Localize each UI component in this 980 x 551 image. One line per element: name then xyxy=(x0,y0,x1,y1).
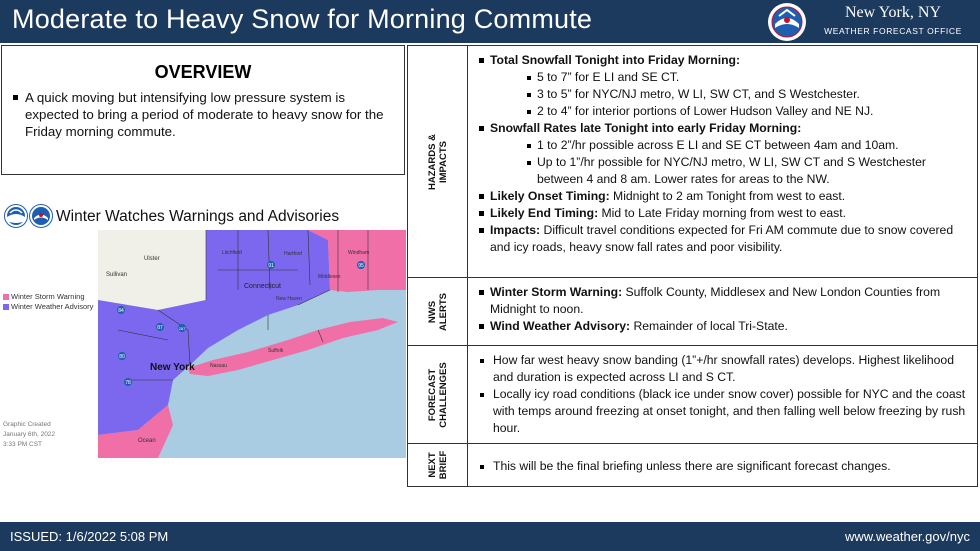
svg-text:287: 287 xyxy=(178,326,186,331)
overview-heading: OVERVIEW xyxy=(154,62,252,82)
svg-text:Suffolk: Suffolk xyxy=(268,348,284,354)
issued-time: ISSUED: 1/6/2022 5:08 PM xyxy=(10,529,169,544)
legend-swatch-warning xyxy=(3,294,9,300)
map-panel xyxy=(0,198,406,460)
svg-text:80: 80 xyxy=(119,354,125,360)
content-alerts xyxy=(468,278,978,346)
snowfall-rates-item: Snowfall Rates late Tonight into early Friday Morning: 1 to 2”/hr possible across E LI and SE CT between 4am and 10am. Up to 1”/hr possible for NYC/NJ metro, W LI, SW CT and S Westchester between 4 and 8 am. Lower rates for areas to the NW. xyxy=(476,120,969,188)
legend-item-warning: Winter Storm Warning xyxy=(3,292,93,302)
list-item: 2 to 4” for interior portions of Lower Hudson Valley and NE NJ. xyxy=(526,103,969,120)
svg-text:New York: New York xyxy=(150,362,195,373)
list-item: 5 to 7” for E LI and SE CT. xyxy=(526,69,969,86)
content-challenges xyxy=(468,346,978,444)
content-next xyxy=(468,444,978,487)
list-item: 3 to 5” for NYC/NJ metro, W LI, SW CT, and S Westchester. xyxy=(526,86,969,103)
svg-text:Hartford: Hartford xyxy=(284,251,303,257)
svg-text:87: 87 xyxy=(157,325,163,331)
website-link[interactable]: www.weather.gov/nyc xyxy=(844,529,970,544)
svg-text:Connecticut: Connecticut xyxy=(244,283,281,290)
svg-text:New Haven: New Haven xyxy=(276,296,302,302)
label-cell-alerts xyxy=(408,278,468,346)
label-cell-next xyxy=(408,444,468,487)
label-cell-hazards xyxy=(408,46,468,278)
svg-text:Ulster: Ulster xyxy=(144,256,160,262)
warnings-map xyxy=(98,230,406,458)
list-item: 1 to 2”/hr possible across E LI and SE CT between 4am and 10am. xyxy=(526,137,969,154)
label-cell-challenges xyxy=(408,346,468,444)
row-alerts xyxy=(408,278,978,346)
map-title: Winter Watches Warnings and Advisories xyxy=(56,208,340,225)
legend-swatch-advisory xyxy=(3,304,9,310)
row-challenges xyxy=(408,346,978,444)
svg-text:91: 91 xyxy=(268,263,274,269)
svg-text:Middlesex: Middlesex xyxy=(318,274,341,280)
impacts-item: Impacts: Difficult travel conditions expected for Fri AM commute due to snow covered and icy roads, heavy snow fall rates and poor visibility. xyxy=(476,222,969,256)
office-subtitle: WEATHER FORECAST OFFICE xyxy=(824,26,962,36)
svg-text:78: 78 xyxy=(125,380,131,386)
briefing-table xyxy=(407,45,978,487)
end-timing-item: Likely End Timing: Mid to Late Friday morning from west to east. xyxy=(476,205,969,222)
label-hazards: HAZARDS & IMPACTS xyxy=(426,133,449,190)
overview-box xyxy=(1,45,405,175)
list-item: Locally icy road conditions (black ice under snow cover) possible for NYC and the coast with temps around freezing at onset tonight, and then falling well below freezing by rush hour. xyxy=(476,386,969,437)
office-name: New York, NY xyxy=(844,4,941,21)
label-next-brief: NEXT BRIEF xyxy=(426,450,449,480)
nws-small-logo-icon xyxy=(29,204,53,228)
row-next-brief xyxy=(408,444,978,487)
svg-text:Ocean: Ocean xyxy=(138,438,156,444)
nws-logo-icon xyxy=(767,2,807,42)
noaa-logo-icon xyxy=(4,204,28,228)
map-land-unalerted xyxy=(98,230,206,310)
svg-text:84: 84 xyxy=(118,308,124,314)
svg-text:Windham: Windham xyxy=(348,250,370,256)
label-alerts: NWS ALERTS xyxy=(426,292,449,331)
header-bar xyxy=(0,0,980,43)
content-hazards xyxy=(468,46,978,278)
map-legend xyxy=(3,292,93,312)
onset-timing-item: Likely Onset Timing: Midnight to 2 am Tonight from west to east. xyxy=(476,188,969,205)
page-title: Moderate to Heavy Snow for Morning Commute xyxy=(12,4,593,34)
advisory-item: Wind Weather Advisory: Remainder of local Tri-State. xyxy=(476,318,969,335)
graphic-created-note: Graphic Created January 6th, 2022 3:33 PM CST xyxy=(3,421,56,448)
winter-storm-warning-item: Winter Storm Warning: Suffolk County, Middlesex and New London Counties from Midnight to noon. xyxy=(476,284,969,318)
label-challenges: FORECAST CHALLENGES xyxy=(426,361,449,428)
svg-text:Sullivan: Sullivan xyxy=(106,272,128,278)
legend-item-advisory: Winter Weather Advisory xyxy=(3,302,93,312)
svg-text:Litchfield: Litchfield xyxy=(222,250,242,256)
row-hazards xyxy=(408,46,978,278)
next-brief-text: This will be the final briefing unless there are significant forecast changes. xyxy=(476,458,969,475)
list-item: Up to 1”/hr possible for NYC/NJ metro, W LI, SW CT and S Westchester between 4 and 8 am. Lower rates for areas to the NW. xyxy=(526,154,969,188)
overview-text: A quick moving but intensifying low pressure system is expected to bring a period of moderate to heavy snow for the Friday morning commute. xyxy=(12,89,386,140)
footer-bar xyxy=(0,522,980,551)
total-snowfall-item: Total Snowfall Tonight into Friday Morning: 5 to 7” for E LI and SE CT. 3 to 5” for NYC/NJ metro, W LI, SW CT, and S Westchester. 2 to 4” for interior portions of Lower Hudson Valley and NE NJ. xyxy=(476,52,969,120)
svg-text:Nassau: Nassau xyxy=(210,363,227,369)
list-item: How far west heavy snow banding (1”+/hr snowfall rates) develops. Highest likelihood and duration is expected across LI and S CT. xyxy=(476,352,969,386)
svg-text:95: 95 xyxy=(358,263,364,269)
